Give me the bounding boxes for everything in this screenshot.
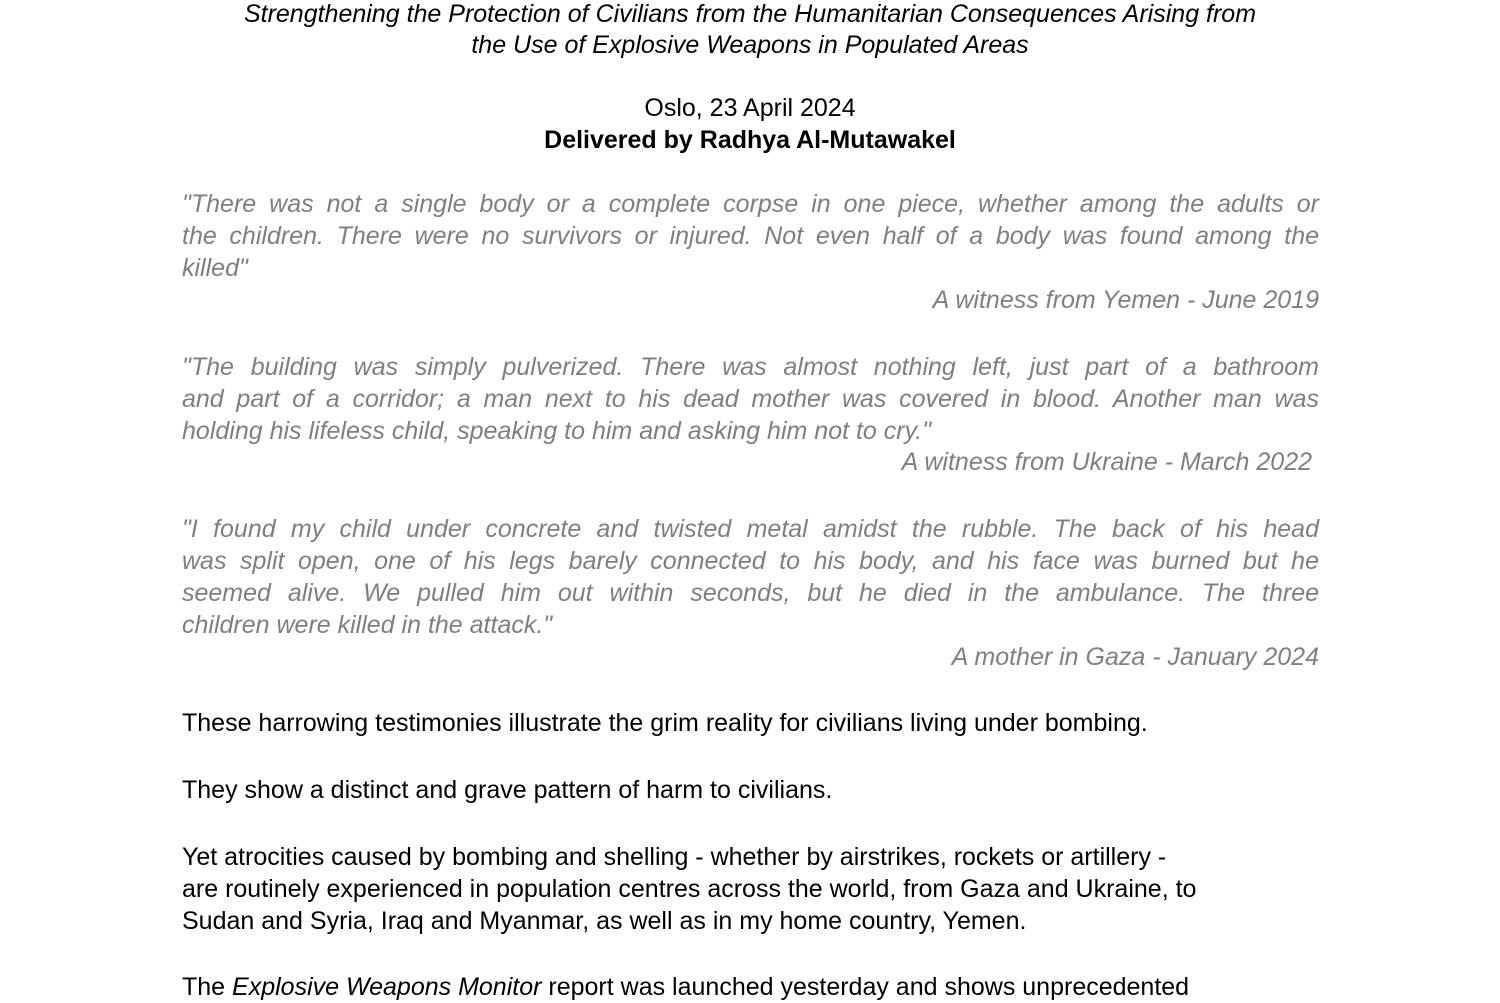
quote-2-line-2: and part of a corridor; a man next to his dead mother was covered in blood. Another man was [182, 385, 1319, 413]
body-paragraph-1: These harrowing testimonies illustrate the grim reality for civilians living under bombing. [182, 709, 1148, 737]
place-date: Oslo, 23 April 2024 [644, 94, 856, 122]
body-paragraph-2: They show a distinct and grave pattern of harm to civilians. [182, 776, 833, 804]
body-paragraph-3-line-2: are routinely experienced in population centres across the world, from Gaza and Ukraine, to [182, 875, 1197, 903]
body-paragraph-4-start: The [182, 973, 233, 1001]
delivered-by: Delivered by Radhya Al-Mutawakel [544, 126, 956, 154]
title-line-2: the Use of Explosive Weapons in Populated Areas [471, 31, 1029, 59]
title-line-1: Strengthening the Protection of Civilians from the Humanitarian Consequences Arising from [243, 0, 1257, 28]
quote-3 [182, 513, 1319, 641]
quote-1-line-1: "There was not a single body or a complete corpse in one piece, whether among the adults or [182, 190, 1319, 218]
quote-1 [182, 188, 1319, 284]
quote-2-attribution: A witness from Ukraine - March 2022 [901, 448, 1312, 476]
report-title: Explosive Weapons Monitor [232, 973, 542, 1001]
body-paragraph-3-line-1: Yet atrocities caused by bombing and shelling - whether by airstrikes, rockets or artillery - [182, 843, 1167, 871]
body-paragraph-3-line-3: Sudan and Syria, Iraq and Myanmar, as well as in my home country, Yemen. [182, 907, 1027, 935]
quote-2-line-1: "The building was simply pulverized. There was almost nothing left, just part of a bathroom [182, 353, 1319, 381]
quote-3-attribution: A mother in Gaza - January 2024 [951, 643, 1319, 671]
quote-1-attribution: A witness from Yemen - June 2019 [932, 286, 1319, 314]
quote-2 [182, 351, 1319, 447]
quote-1-line-3: killed" [182, 254, 248, 282]
body-paragraph-3 [182, 841, 1319, 937]
quote-3-line-3: seemed alive. We pulled him out within seconds, but he died in the ambulance. The three [182, 579, 1319, 607]
quote-3-line-1: "I found my child under concrete and twisted metal amidst the rubble. The back of his head [182, 515, 1319, 543]
quote-2-line-3: holding his lifeless child, speaking to him and asking him not to cry." [182, 417, 932, 445]
body-paragraph-4 [182, 971, 1319, 1003]
quote-3-line-2: was split open, one of his legs barely connected to his body, and his face was burned but he [182, 547, 1319, 575]
quote-1-line-2: the children. There were no survivors or injured. Not even half of a body was found among the [182, 222, 1319, 250]
body-paragraph-4-rest: report was launched yesterday and shows unprecedented [541, 973, 1190, 1001]
quote-3-line-4: children were killed in the attack." [182, 611, 553, 639]
